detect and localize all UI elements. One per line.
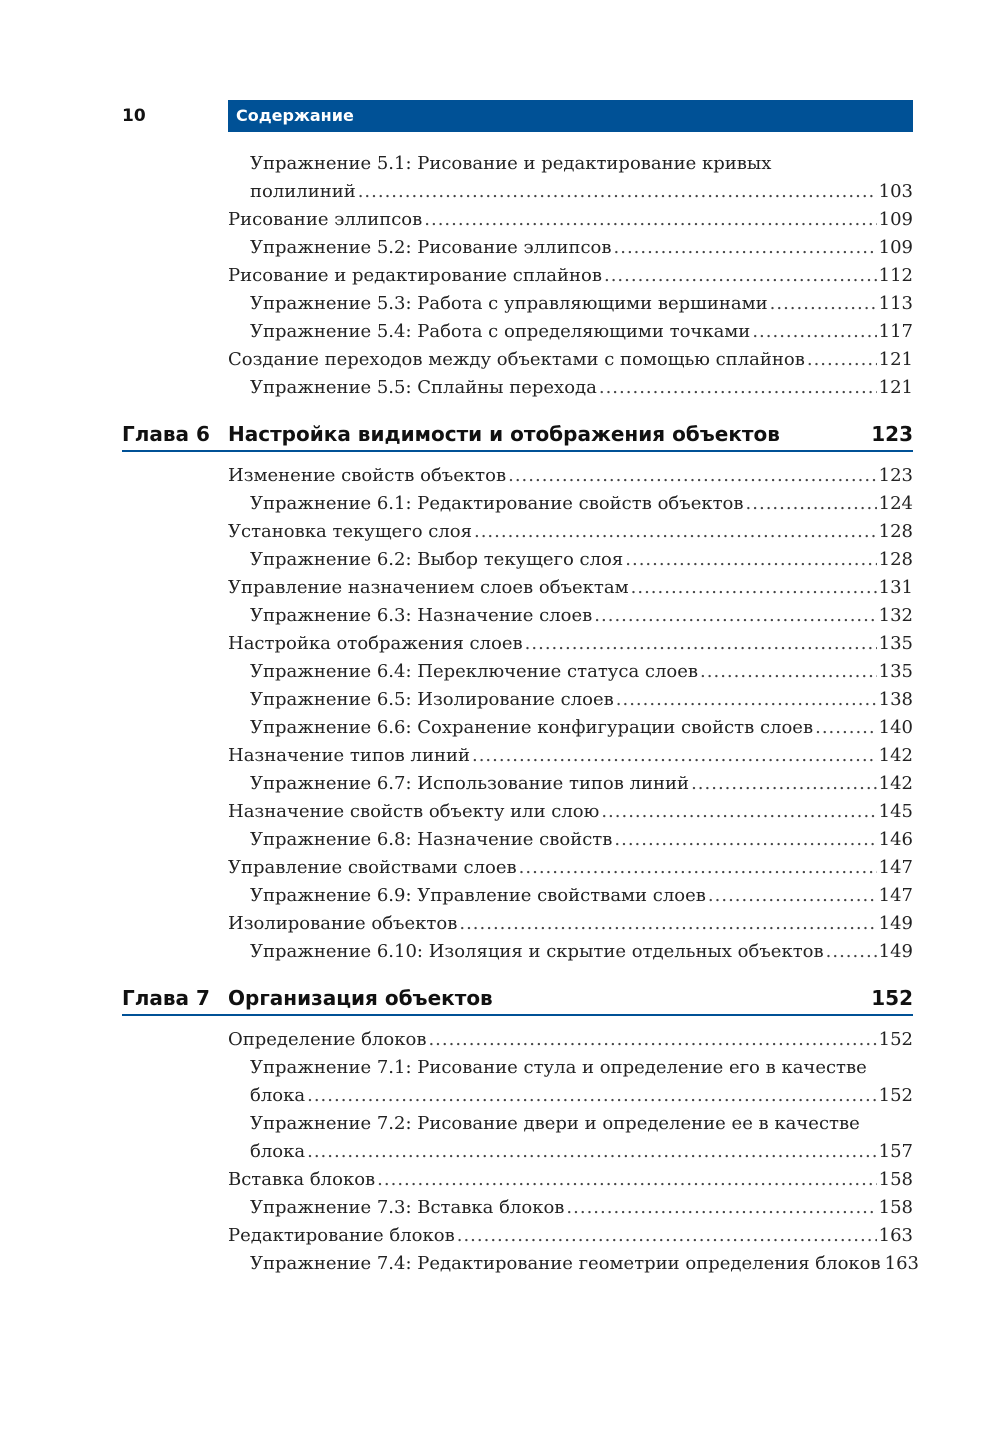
toc-entry-title: Управление назначением слоев объектам — [228, 577, 629, 598]
toc-exercise-entry[interactable] — [0, 234, 1004, 262]
dot-leader — [601, 798, 876, 826]
toc-section-entry[interactable] — [0, 1166, 1004, 1194]
toc-entry-page: 112 — [878, 265, 913, 286]
toc-exercise-entry[interactable] — [0, 1110, 1004, 1166]
toc-entry-page: 121 — [878, 349, 913, 370]
toc-section-entry[interactable] — [0, 262, 1004, 290]
chapter-page: 152 — [871, 986, 913, 1010]
toc-section-entry[interactable] — [0, 1026, 1004, 1054]
toc-entry-page: 158 — [878, 1197, 913, 1218]
dot-leader — [746, 490, 877, 518]
toc-entry-page: 158 — [878, 1169, 913, 1190]
toc-entry-title: Упражнение 5.2: Рисование эллипсов — [250, 237, 612, 258]
toc-entry-title: Упражнение 6.4: Переключение статуса слоев — [250, 661, 699, 682]
toc-exercise-entry[interactable] — [0, 714, 1004, 742]
toc-entry-title: Изменение свойств объектов — [228, 465, 507, 486]
chapter-label: Глава 6 — [122, 422, 210, 446]
toc-entry-page: 145 — [878, 801, 913, 822]
toc-entry-page: 117 — [878, 321, 913, 342]
toc-entry-title: Упражнение 5.4: Работа с определяющими точками — [250, 321, 751, 342]
toc-entry-title: Упражнение 6.2: Выбор текущего слоя — [250, 549, 624, 570]
toc-entry-title: Рисование эллипсов — [228, 209, 423, 230]
toc-entry-title: Упражнение 6.3: Назначение слоев — [250, 605, 593, 626]
toc-entry-title: Управление свойствами слоев — [228, 857, 517, 878]
toc-section-entry[interactable] — [0, 1222, 1004, 1250]
dot-leader — [700, 658, 877, 686]
toc-entry-title: блока — [250, 1085, 306, 1106]
dot-leader — [599, 374, 877, 402]
toc-entry-page: 163 — [884, 1253, 919, 1274]
toc-entry-page: 132 — [878, 605, 913, 626]
toc-exercise-entry[interactable] — [0, 686, 1004, 714]
toc-entry-page: 121 — [878, 377, 913, 398]
section-title-bar: Содержание — [228, 100, 913, 132]
toc-entry-page: 149 — [878, 913, 913, 934]
toc-section-entry[interactable] — [0, 574, 1004, 602]
dot-leader — [625, 546, 876, 574]
toc-exercise-entry[interactable] — [0, 374, 1004, 402]
toc-exercise-entry[interactable] — [0, 882, 1004, 910]
toc-entry-page: 147 — [878, 885, 913, 906]
toc-section-entry[interactable] — [0, 518, 1004, 546]
toc-section-entry[interactable] — [0, 910, 1004, 938]
toc-entry-title: Изолирование объектов — [228, 913, 458, 934]
chapter-title: Организация объектов — [228, 986, 493, 1010]
toc-entry-title-line1: Упражнение 5.1: Рисование и редактирование кривых — [250, 153, 772, 174]
toc-entry-title: Упражнение 6.8: Назначение свойств — [250, 829, 613, 850]
dot-leader — [691, 770, 877, 798]
toc-entry-page: 124 — [878, 493, 913, 514]
dot-leader — [307, 1138, 877, 1166]
toc-entry-page: 142 — [878, 773, 913, 794]
toc-entry-title: Упражнение 5.3: Работа с управляющими вершинами — [250, 293, 768, 314]
toc-entry-title-line1: Упражнение 7.1: Рисование стула и определение его в качестве — [250, 1057, 867, 1078]
dot-leader — [752, 318, 876, 346]
toc-entry-title: Рисование и редактирование сплайнов — [228, 265, 602, 286]
dot-leader — [508, 462, 877, 490]
dot-leader — [708, 882, 877, 910]
toc-exercise-entry[interactable] — [0, 770, 1004, 798]
page-number: 10 — [122, 106, 146, 126]
dot-leader — [566, 1194, 876, 1222]
dot-leader — [525, 630, 877, 658]
dot-leader — [457, 1222, 877, 1250]
chapter-heading-7[interactable] — [0, 972, 1004, 1026]
toc-entry-page: 163 — [878, 1225, 913, 1246]
toc-exercise-entry[interactable] — [0, 150, 1004, 206]
dot-leader — [614, 826, 876, 854]
toc-list-chapter7 — [0, 1026, 1004, 1278]
toc-entry-title: Упражнение 6.10: Изоляция и скрытие отдельных объектов — [250, 941, 824, 962]
dot-leader — [459, 910, 876, 938]
toc-exercise-entry[interactable] — [0, 1054, 1004, 1110]
toc-entry-page: 138 — [878, 689, 913, 710]
toc-entry-page: 135 — [878, 633, 913, 654]
dot-leader — [815, 714, 877, 742]
toc-exercise-entry[interactable] — [0, 1250, 1004, 1278]
toc-entry-title: Упражнение 6.1: Редактирование свойств объектов — [250, 493, 744, 514]
dot-leader — [428, 1026, 876, 1054]
toc-exercise-entry[interactable] — [0, 826, 1004, 854]
dot-leader — [519, 854, 877, 882]
toc-entry-page: 152 — [878, 1085, 913, 1106]
page-header — [0, 100, 1004, 132]
toc-entry-page: 109 — [878, 209, 913, 230]
toc-exercise-entry[interactable] — [0, 290, 1004, 318]
dot-leader — [358, 178, 877, 206]
toc-entry-title: Упражнение 6.9: Управление свойствами слоев — [250, 885, 706, 906]
dot-leader — [770, 290, 877, 318]
toc-entry-title: блока — [250, 1141, 306, 1162]
dot-leader — [604, 262, 877, 290]
toc-exercise-entry[interactable] — [0, 602, 1004, 630]
toc-entry-page: 123 — [878, 465, 913, 486]
toc-section-entry[interactable] — [0, 630, 1004, 658]
toc-entry-title: Упражнение 5.5: Сплайны перехода — [250, 377, 597, 398]
toc-entry-title: Назначение свойств объекту или слою — [228, 801, 600, 822]
toc-section-entry[interactable] — [0, 462, 1004, 490]
chapter-rule — [122, 450, 913, 452]
dot-leader — [826, 938, 877, 966]
toc-exercise-entry[interactable] — [0, 658, 1004, 686]
toc-entry-title: Установка текущего слоя — [228, 521, 472, 542]
chapter-label: Глава 7 — [122, 986, 210, 1010]
toc-entry-title: Вставка блоков — [228, 1169, 376, 1190]
dot-leader — [616, 686, 877, 714]
toc-entry-title: Упражнение 6.7: Использование типов линий — [250, 773, 690, 794]
toc-section-entry[interactable] — [0, 854, 1004, 882]
toc-entry-title: полилиний — [250, 181, 356, 202]
toc-entry-title: Определение блоков — [228, 1029, 427, 1050]
chapter-rule — [122, 1014, 913, 1016]
chapter-heading-6[interactable] — [0, 408, 1004, 462]
toc-section-entry[interactable] — [0, 798, 1004, 826]
toc-section-entry[interactable] — [0, 346, 1004, 374]
toc-exercise-entry[interactable] — [0, 490, 1004, 518]
toc-entry-title: Упражнение 6.6: Сохранение конфигурации свойств слоев — [250, 717, 814, 738]
toc-entry-title: Упражнение 7.4: Редактирование геометрии определения блоков — [250, 1253, 881, 1274]
toc-entry-title: Упражнение 7.3: Вставка блоков — [250, 1197, 565, 1218]
toc-exercise-entry[interactable] — [0, 938, 1004, 966]
toc-entry-page: 128 — [878, 521, 913, 542]
chapter-title: Настройка видимости и отображения объектов — [228, 422, 780, 446]
dot-leader — [307, 1082, 877, 1110]
toc-exercise-entry[interactable] — [0, 1194, 1004, 1222]
toc-entry-page: 142 — [878, 745, 913, 766]
toc-exercise-entry[interactable] — [0, 546, 1004, 574]
toc-entry-title: Настройка отображения слоев — [228, 633, 523, 654]
toc-entry-page: 128 — [878, 549, 913, 570]
toc-entry-page: 113 — [878, 293, 913, 314]
dot-leader — [631, 574, 877, 602]
toc-entry-page: 149 — [878, 941, 913, 962]
toc-section-entry[interactable] — [0, 742, 1004, 770]
toc-entry-page: 140 — [878, 717, 913, 738]
toc-entry-page: 135 — [878, 661, 913, 682]
dot-leader — [377, 1166, 876, 1194]
toc-entry-page: 131 — [878, 577, 913, 598]
toc-entry-page: 146 — [878, 829, 913, 850]
toc-entry-title-line1: Упражнение 7.2: Рисование двери и определение ее в качестве — [250, 1113, 860, 1134]
toc-entry-page: 103 — [878, 181, 913, 202]
toc-entry-title: Назначение типов линий — [228, 745, 470, 766]
toc-list-chapter5-continued — [0, 150, 1004, 402]
toc-exercise-entry[interactable] — [0, 318, 1004, 346]
toc-entry-title: Упражнение 6.5: Изолирование слоев — [250, 689, 614, 710]
dot-leader — [424, 206, 876, 234]
toc-entry-page: 152 — [878, 1029, 913, 1050]
toc-section-entry[interactable] — [0, 206, 1004, 234]
dot-leader — [614, 234, 877, 262]
dot-leader — [474, 518, 877, 546]
dot-leader — [594, 602, 876, 630]
toc-entry-title: Редактирование блоков — [228, 1225, 455, 1246]
toc-list-chapter6 — [0, 462, 1004, 966]
table-of-contents — [0, 150, 1004, 1278]
toc-entry-title: Создание переходов между объектами с помощью сплайнов — [228, 349, 805, 370]
dot-leader — [472, 742, 877, 770]
toc-entry-page: 109 — [878, 237, 913, 258]
toc-entry-page: 147 — [878, 857, 913, 878]
toc-entry-page: 157 — [878, 1141, 913, 1162]
chapter-page: 123 — [871, 422, 913, 446]
dot-leader — [807, 346, 877, 374]
